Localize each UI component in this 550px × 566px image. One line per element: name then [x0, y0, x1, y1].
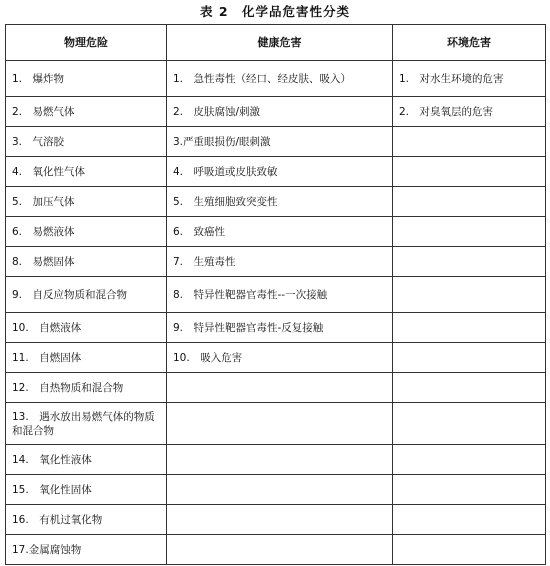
health-hazard-cell: 3.严重眼损伤/眼刺激: [167, 127, 393, 157]
column-header-health-hazards: 健康危害: [167, 25, 393, 61]
environmental-hazard-cell: [393, 475, 546, 505]
physical-hazard-cell: 13. 遇水放出易燃气体的物质和混合物: [6, 403, 167, 445]
health-hazard-cell: [167, 445, 393, 475]
table-row: [6, 187, 546, 217]
environmental-hazard-cell: [393, 187, 546, 217]
environmental-hazard-cell: [393, 445, 546, 475]
health-hazard-cell: 2. 皮肤腐蚀/刺激: [167, 97, 393, 127]
environmental-hazard-cell: 1. 对水生环境的危害: [393, 61, 546, 97]
environmental-hazard-cell: [393, 403, 546, 445]
physical-hazard-cell: 17.金属腐蚀物: [6, 535, 167, 565]
environmental-hazard-cell: [393, 247, 546, 277]
table-row: [6, 157, 546, 187]
physical-hazard-cell: 16. 有机过氧化物: [6, 505, 167, 535]
physical-hazard-cell: 10. 自燃液体: [6, 313, 167, 343]
table-row: [6, 403, 546, 445]
health-hazard-cell: 1. 急性毒性（经口、经皮肤、吸入）: [167, 61, 393, 97]
table-row: [6, 373, 546, 403]
environmental-hazard-cell: [393, 373, 546, 403]
table-row: [6, 277, 546, 313]
table-row: [6, 313, 546, 343]
physical-hazard-cell: 2. 易燃气体: [6, 97, 167, 127]
physical-hazard-cell: 15. 氧化性固体: [6, 475, 167, 505]
health-hazard-cell: 4. 呼吸道或皮肤致敏: [167, 157, 393, 187]
table-row: [6, 445, 546, 475]
table-row: [6, 127, 546, 157]
environmental-hazard-cell: 2. 对臭氧层的危害: [393, 97, 546, 127]
table-header-row: [6, 25, 546, 61]
health-hazard-cell: 10. 吸入危害: [167, 343, 393, 373]
environmental-hazard-cell: [393, 217, 546, 247]
table-title: 表 2 化学品危害性分类: [199, 4, 351, 19]
health-hazard-cell: [167, 505, 393, 535]
physical-hazard-cell: 9. 自反应物质和混合物: [6, 277, 167, 313]
environmental-hazard-cell: [393, 535, 546, 565]
health-hazard-cell: [167, 535, 393, 565]
environmental-hazard-cell: [393, 127, 546, 157]
hazard-classification-table: [5, 24, 546, 565]
physical-hazard-cell: 4. 氧化性气体: [6, 157, 167, 187]
table-row: [6, 343, 546, 373]
table-row: [6, 61, 546, 97]
environmental-hazard-cell: [393, 313, 546, 343]
health-hazard-cell: [167, 373, 393, 403]
environmental-hazard-cell: [393, 157, 546, 187]
column-header-physical-hazards: 物理危险: [6, 25, 167, 61]
physical-hazard-cell: 8. 易燃固体: [6, 247, 167, 277]
health-hazard-cell: [167, 403, 393, 445]
environmental-hazard-cell: [393, 343, 546, 373]
health-hazard-cell: 8. 特异性靶器官毒性--一次接触: [167, 277, 393, 313]
health-hazard-cell: 5. 生殖细胞致突变性: [167, 187, 393, 217]
physical-hazard-cell: 5. 加压气体: [6, 187, 167, 217]
table-row: [6, 505, 546, 535]
table-row: [6, 475, 546, 505]
table-row: [6, 535, 546, 565]
physical-hazard-cell: 11. 自燃固体: [6, 343, 167, 373]
physical-hazard-cell: 3. 气溶胶: [6, 127, 167, 157]
table-row: [6, 247, 546, 277]
table-row: [6, 217, 546, 247]
table-row: [6, 97, 546, 127]
physical-hazard-cell: 6. 易燃液体: [6, 217, 167, 247]
physical-hazard-cell: 14. 氧化性液体: [6, 445, 167, 475]
physical-hazard-cell: 1. 爆炸物: [6, 61, 167, 97]
column-header-environmental-hazards: 环境危害: [393, 25, 546, 61]
health-hazard-cell: 6. 致癌性: [167, 217, 393, 247]
health-hazard-cell: 7. 生殖毒性: [167, 247, 393, 277]
health-hazard-cell: 9. 特异性靶器官毒性-反复接触: [167, 313, 393, 343]
physical-hazard-cell: 12. 自热物质和混合物: [6, 373, 167, 403]
health-hazard-cell: [167, 475, 393, 505]
environmental-hazard-cell: [393, 277, 546, 313]
environmental-hazard-cell: [393, 505, 546, 535]
